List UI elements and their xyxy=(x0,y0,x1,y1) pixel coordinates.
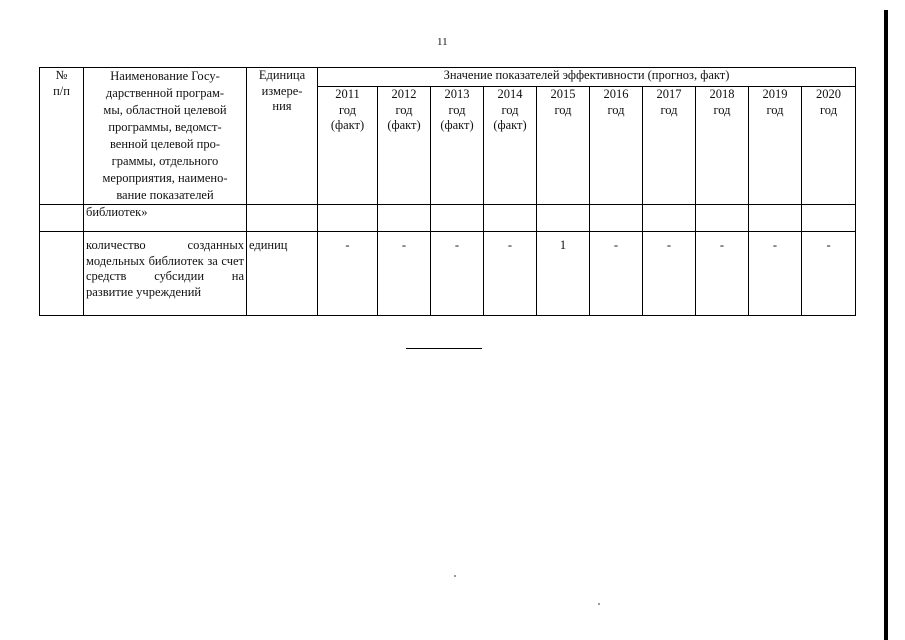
value-cell: - xyxy=(431,232,484,316)
header-year: 2018 год xyxy=(696,87,749,205)
value-cell xyxy=(484,205,537,232)
value-cell xyxy=(643,205,696,232)
header-num: № п/п xyxy=(40,68,84,205)
value-cell: - xyxy=(318,232,378,316)
header-year: 2019 год xyxy=(749,87,802,205)
value-cell: 1 xyxy=(537,232,590,316)
value-cell: - xyxy=(696,232,749,316)
header-name: Наименование Госу- дарственной програм- мы, областной целевой программы, ведомст- венной целевой про- граммы, отдельного мероприятия, наимено- вание показателей xyxy=(84,68,247,205)
header-year: 2015 год xyxy=(537,87,590,205)
indicators-table xyxy=(39,67,856,316)
value-cell: - xyxy=(802,232,856,316)
unit-cell xyxy=(247,205,318,232)
value-cell xyxy=(431,205,484,232)
header-year: 2014 год (факт) xyxy=(484,87,537,205)
end-divider-line xyxy=(406,348,482,349)
value-cell xyxy=(378,205,431,232)
value-cell: - xyxy=(590,232,643,316)
scan-edge-line xyxy=(884,10,888,640)
header-year: 2017 год xyxy=(643,87,696,205)
value-cell xyxy=(749,205,802,232)
row-num-cell xyxy=(40,232,84,316)
value-cell xyxy=(537,205,590,232)
header-unit: Единица измере- ния xyxy=(247,68,318,205)
indicator-name-cell: библиотек» xyxy=(84,205,247,232)
value-cell xyxy=(590,205,643,232)
value-cell xyxy=(318,205,378,232)
table-row xyxy=(40,205,856,232)
value-cell: - xyxy=(484,232,537,316)
row-num-cell xyxy=(40,205,84,232)
value-cell: - xyxy=(749,232,802,316)
table-row xyxy=(40,232,856,316)
header-row xyxy=(40,68,856,87)
indicator-name-cell: количество созданных модельных библиотек за счет средств субсидии на развитие учреждений xyxy=(84,232,247,316)
header-values-title: Значение показателей эффективности (прогноз, факт) xyxy=(318,68,856,87)
header-year: 2016 год xyxy=(590,87,643,205)
value-cell: - xyxy=(643,232,696,316)
scan-speck xyxy=(598,603,600,605)
value-cell: - xyxy=(378,232,431,316)
header-year: 2012 год (факт) xyxy=(378,87,431,205)
header-year: 2020 год xyxy=(802,87,856,205)
page-number: 11 xyxy=(437,36,448,48)
value-cell xyxy=(696,205,749,232)
unit-cell: единиц xyxy=(247,232,318,316)
header-year: 2013 год (факт) xyxy=(431,87,484,205)
value-cell xyxy=(802,205,856,232)
header-year: 2011 год (факт) xyxy=(318,87,378,205)
scan-speck xyxy=(454,575,456,577)
